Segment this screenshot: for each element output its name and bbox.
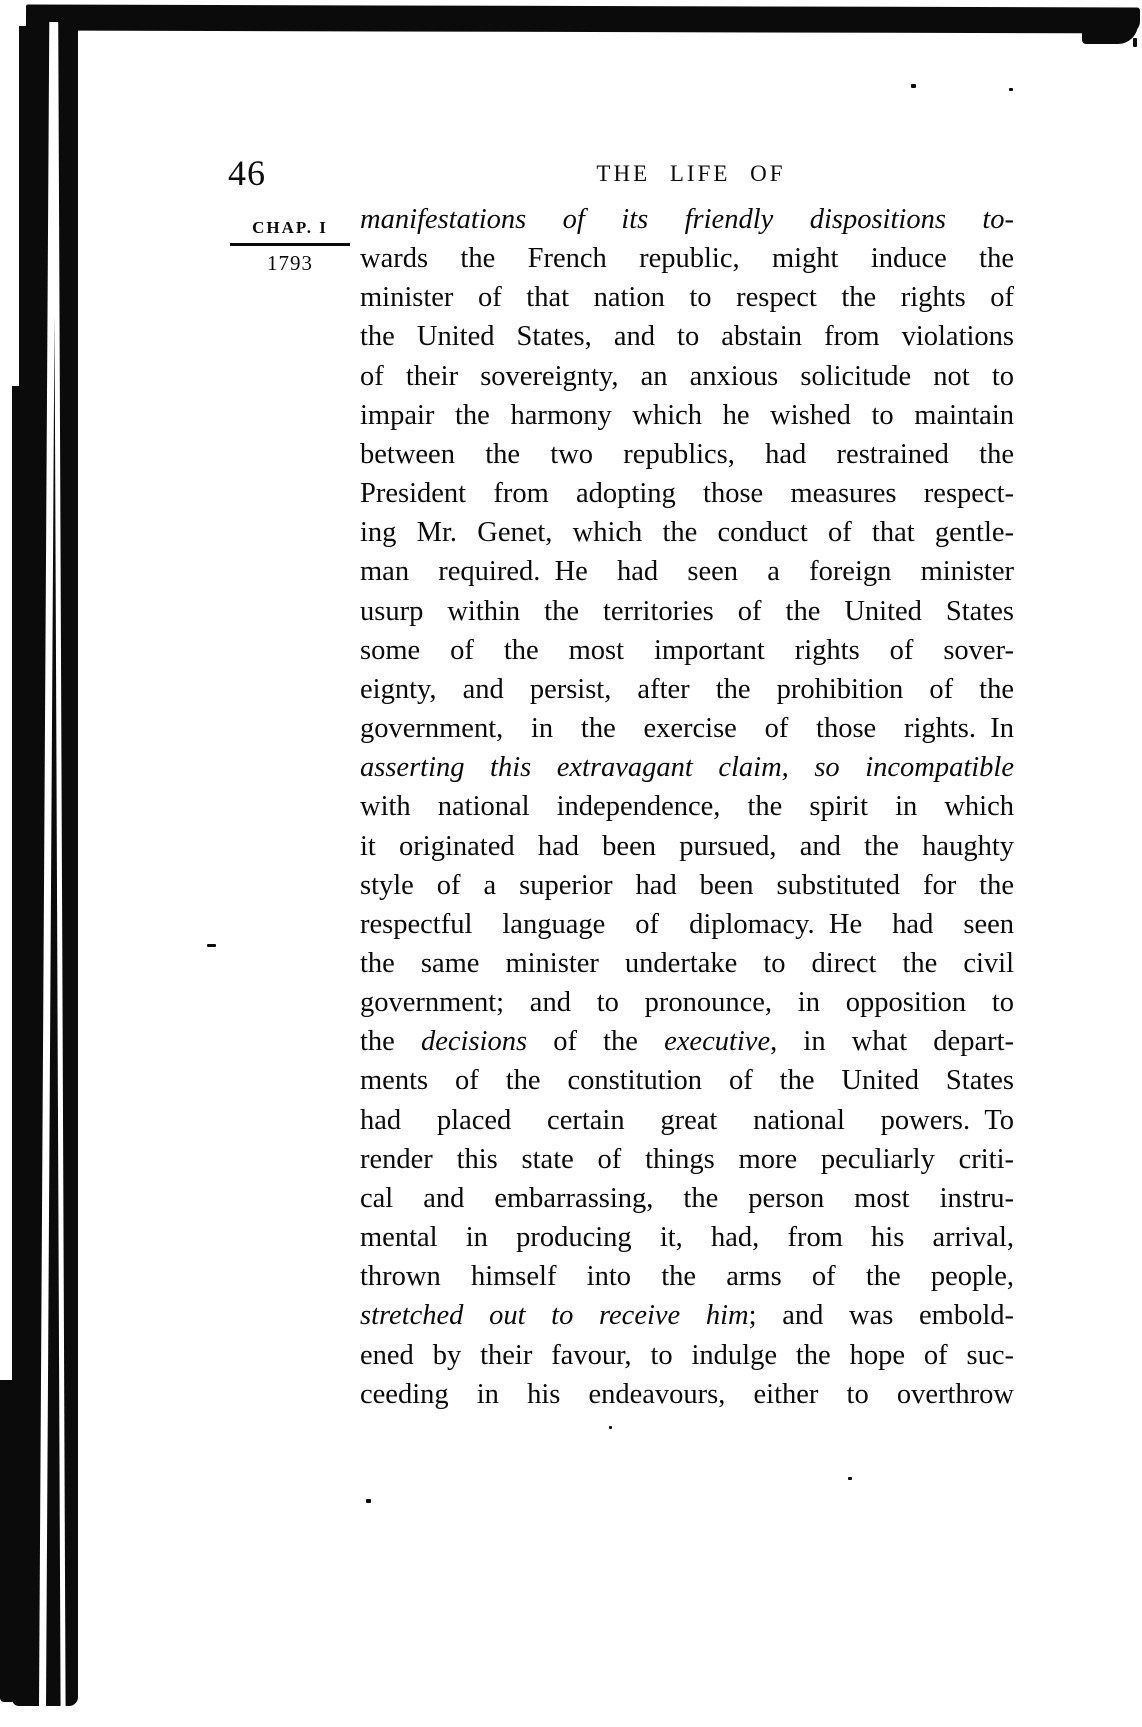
scan-speck — [911, 84, 916, 88]
body-text-line: had placed certain great national powers. To — [360, 1104, 1014, 1136]
margin-rule — [230, 243, 350, 246]
scan-artifact-left-edge — [0, 1380, 15, 1702]
body-text-line: render this state of things more peculiarly criti- — [360, 1143, 1014, 1175]
body-text-line: style of a superior had been substituted for the — [360, 869, 1014, 901]
body-text-line: the same minister undertake to direct the civil — [360, 947, 1014, 979]
body-text-line: President from adopting those measures respect- — [360, 478, 1014, 510]
body-text-line: thrown himself into the arms of the people, — [360, 1261, 1014, 1293]
body-text-line: mental in producing it, had, from his arrival, — [360, 1222, 1014, 1254]
body-text-line: ened by their favour, to indulge the hope of suc- — [360, 1339, 1014, 1371]
body-text-line: stretched out to receive him; and was embold- — [360, 1300, 1014, 1332]
body-text-line: the United States, and to abstain from violations — [360, 321, 1014, 353]
body-text-line: minister of that nation to respect the rights of — [360, 282, 1014, 314]
page-number: 46 — [228, 153, 266, 193]
scan-artifact-gutter-white-edge — [10, 26, 19, 386]
body-text-line: wards the French republic, might induce the — [360, 243, 1014, 275]
scan-artifact-gutter-streak — [53, 22, 66, 1727]
body-text-line: manifestations of its friendly dispositions to- — [360, 204, 1014, 235]
body-text-line: asserting this extravagant claim, so incompatible — [360, 752, 1014, 784]
body-text-line: with national independence, the spirit in which — [360, 791, 1014, 823]
body-text-line: ceeding in his endeavours, either to overthrow — [360, 1378, 1014, 1410]
body-text-line: impair the harmony which he wished to maintain — [360, 399, 1014, 431]
body-text — [360, 200, 1014, 1414]
scan-speck — [609, 1426, 612, 1429]
body-text-line: of their sovereignty, an anxious solicitude not to — [360, 360, 1014, 392]
body-text-line: government; and to pronounce, in opposition to — [360, 987, 1014, 1019]
body-text-line: eignty, and persist, after the prohibition of the — [360, 673, 1014, 705]
scan-speck — [207, 944, 216, 947]
body-text-line: government, in the exercise of those rights. In — [360, 713, 1014, 745]
margin-note — [226, 219, 354, 274]
scan-speck — [366, 1499, 371, 1503]
running-header: THE LIFE OF — [596, 161, 786, 186]
body-text-line: some of the most important rights of sover- — [360, 634, 1014, 666]
body-text-line: usurp within the territories of the United States — [360, 595, 1014, 627]
body-text-line: ing Mr. Genet, which the conduct of that gentle- — [360, 517, 1014, 549]
body-text-line: it originated had been pursued, and the haughty — [360, 830, 1014, 862]
body-text-line: ments of the constitution of the United States — [360, 1065, 1014, 1097]
body-text-line: man required. He had seen a foreign minister — [360, 556, 1014, 588]
chapter-label: CHAP. I — [252, 218, 328, 237]
body-text-line: cal and embarrassing, the person most instru- — [360, 1182, 1014, 1214]
scan-speck — [1133, 38, 1137, 47]
scan-artifact-top-bar — [26, 5, 1140, 34]
scan-speck — [848, 1477, 852, 1480]
scan-artifact-gutter-band — [12, 26, 78, 1706]
scan-artifact-top-bar-tail — [1082, 22, 1138, 44]
body-text-line: between the two republics, had restrained the — [360, 438, 1014, 470]
scan-speck — [1009, 88, 1013, 91]
year-label: 1793 — [267, 251, 313, 275]
body-text-line: respectful language of diplomacy. He had seen — [360, 908, 1014, 940]
body-text-line: the decisions of the executive, in what depart- — [360, 1026, 1014, 1058]
